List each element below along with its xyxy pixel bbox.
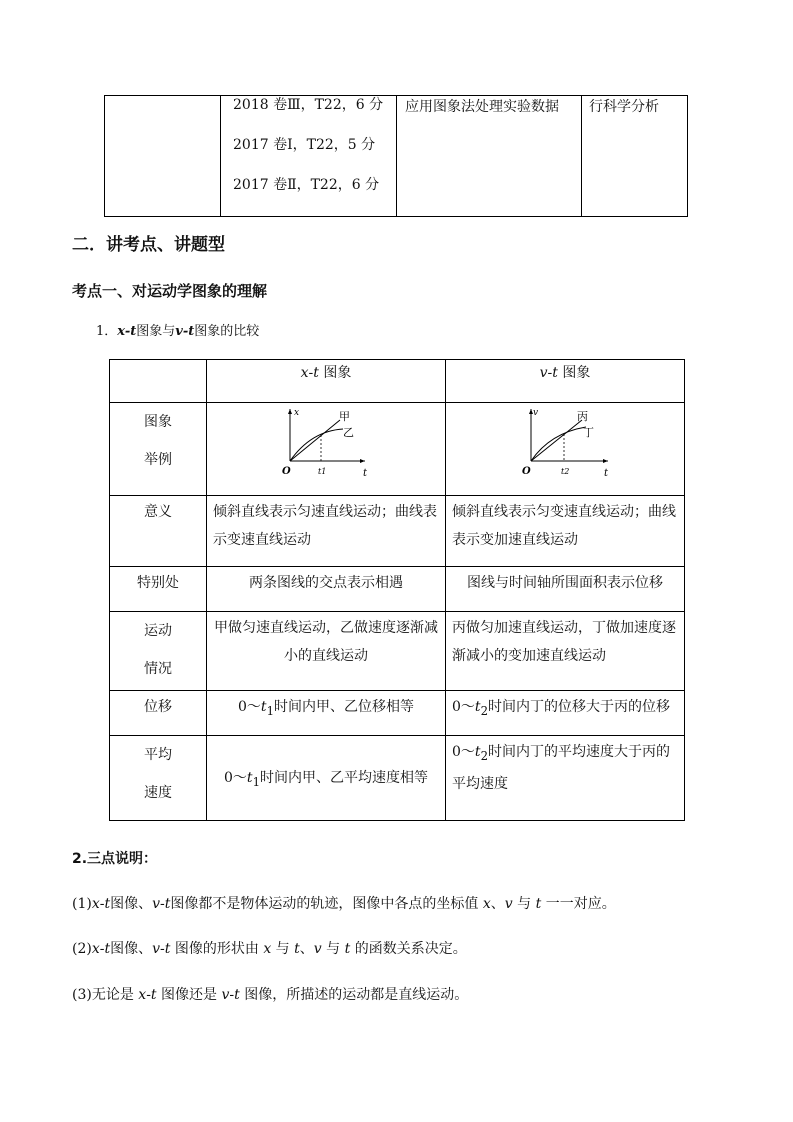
subtitle-t: t [188,324,195,339]
displacement-vt: $0\sim t_2$时间内丁的位移大于丙的位移 [446,691,685,736]
average-xt: $0\sim t_1$时间内甲、乙平均速度相等 [207,736,446,821]
special-xt: 两条图线的交点表示相遇 [207,567,446,612]
vt-graph [446,403,688,495]
xt-curve-a-label: 甲 [339,410,350,423]
exam-line: 2017 卷Ⅰ，T22，5 分 [233,137,376,153]
comparison-table [109,359,685,821]
xt-line-a [290,420,340,461]
exam-line: 2018 卷Ⅲ，T22，6 分 [233,97,384,113]
subtitle-v: v [175,324,183,339]
exam-line: 2017 卷Ⅱ，T22，6 分 [233,177,380,193]
average-vt: $0\sim t_2$时间内丁的平均速度大于丙的平均速度 [446,736,685,821]
row-label-special: 特别处 [110,567,207,612]
header-empty-cell [110,360,207,403]
exam-table-continuation [104,95,688,217]
exam-table-empty-cell [105,96,221,217]
row-label-displacement: 位移 [110,691,207,736]
vt-x-label: t [604,468,609,479]
special-vt: 图线与时间轴所围面积表示位移 [446,567,685,612]
meaning-vt: 倾斜直线表示匀变速直线运动；曲线表示变加速直线运动 [446,496,685,567]
vt-curve-b [531,427,586,461]
vt-axis-x-arrow [603,459,608,463]
xt-x-label: t [363,468,368,479]
vt-tick-label: t2 [561,467,570,476]
subtitle-mid: 图象与 [136,324,176,339]
xt-origin-label: O [282,466,291,477]
comparison-subtitle [96,320,259,339]
row-label-meaning: 意义 [110,496,207,567]
meaning-xt: 倾斜直线表示匀速直线运动；曲线表示变速直线运动 [207,496,446,567]
subtitle-t: t [130,324,137,339]
xt-axis-x-arrow [360,459,365,463]
vt-y-label: v [533,408,539,418]
vt-curve-b-label: 丁 [583,426,594,439]
key-point-title: 考点一、对运动学图象的理解 [72,282,268,300]
exam-ability-cell: 行科学分析 [582,96,688,217]
subtitle-dash: - [182,324,189,339]
exam-years-cell [221,96,397,217]
vt-line-a [531,420,582,461]
subtitle-x: x [117,324,125,339]
xt-graph [207,403,445,495]
section-title: 二．讲考点、讲题型 [72,235,225,255]
vt-origin-label: O [522,466,531,477]
subtitle-suffix: 图象的比较 [194,324,260,339]
xt-tick-label: t1 [318,467,327,476]
row-label-average: 平均 速度 [110,736,207,821]
row-label-example: 图象 举例 [110,403,207,496]
xt-curve-b-label: 乙 [343,426,354,439]
vt-figure-cell [446,403,685,496]
subtitle-dash: - [124,324,131,339]
motion-xt: 甲做匀速直线运动，乙做速度逐渐减小的直线运动 [207,612,446,691]
note-1: (1)x-t图像、v-t图像都不是物体运动的轨迹，图像中各点的坐标值 x、v 与 t 一一对应。 [72,896,616,912]
note-2: (2)x-t图像、v-t 图像的形状由 x 与 t、v 与 t 的函数关系决定。 [72,941,467,957]
notes-title: 2.三点说明： [72,851,158,867]
note-3: (3)无论是 x-t 图像还是 v-t 图像，所描述的运动都是直线运动。 [72,987,469,1003]
xt-axis-y-arrow [288,409,292,414]
header-vt: v-t 图象 [446,360,685,403]
motion-vt: 丙做匀加速直线运动，丁做加速度逐渐减小的变加速直线运动 [446,612,685,691]
displacement-xt: $0\sim t_1$时间内甲、乙位移相等 [207,691,446,736]
vt-curve-a-label: 丙 [577,410,588,423]
xt-figure-cell [207,403,446,496]
header-xt: x-t 图象 [207,360,446,403]
subtitle-number: 1． [96,324,118,339]
xt-y-label: x [294,408,300,418]
exam-content-cell: 应用图象法处理实验数据 [397,96,582,217]
row-label-motion: 运动 情况 [110,612,207,691]
xt-curve-b [290,429,343,461]
